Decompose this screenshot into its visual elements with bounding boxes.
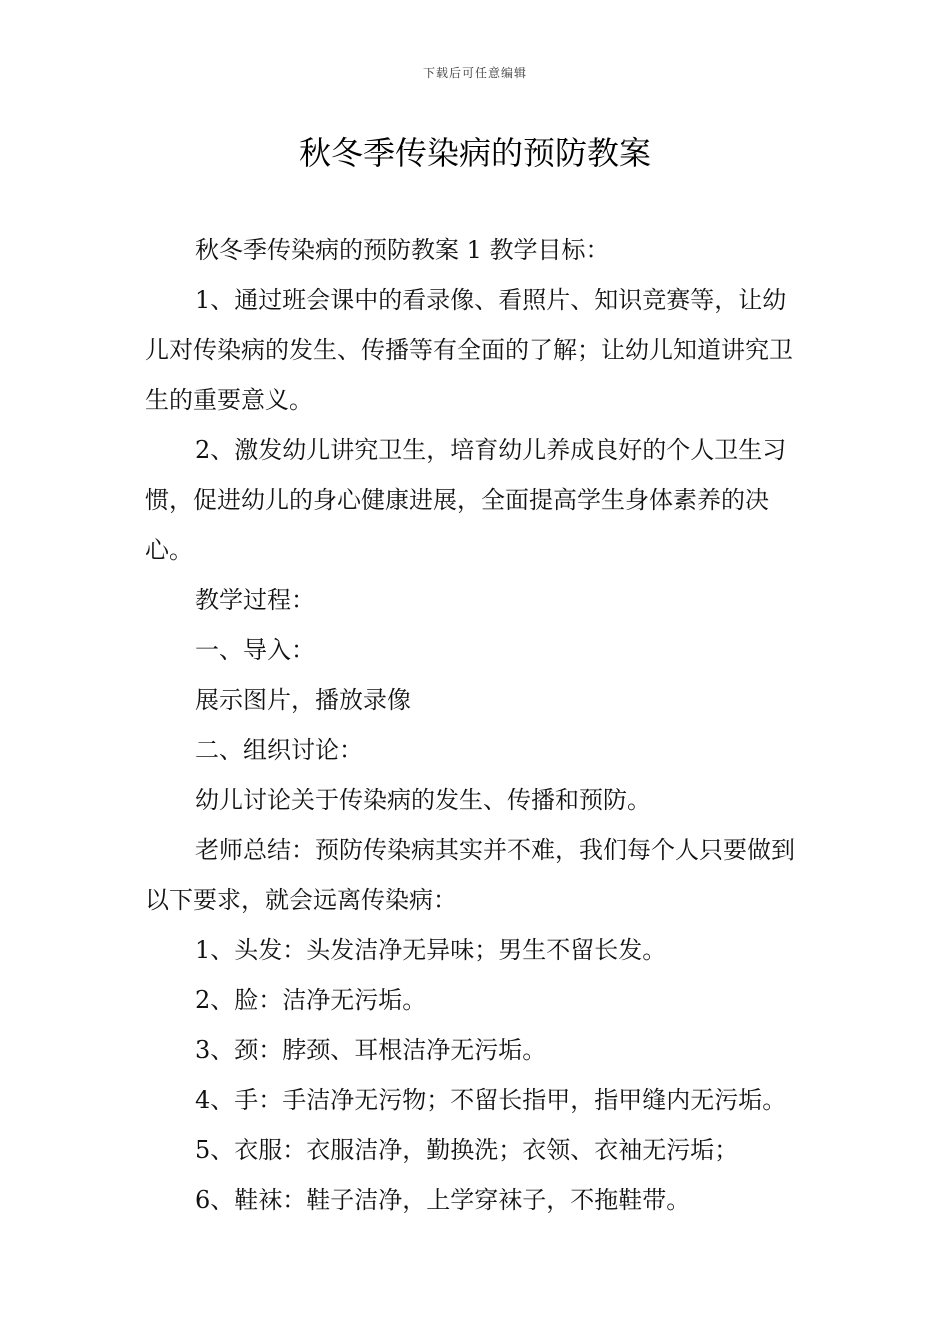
list-item-hair: 1、头发：头发洁净无异味；男生不留长发。: [195, 936, 667, 964]
list-item-face: 2、脸：洁净无污垢。: [195, 986, 427, 1014]
list-item-neck: 3、颈：脖颈、耳根洁净无污垢。: [195, 1036, 547, 1064]
document-body: [145, 225, 810, 1225]
paragraph-intro: 秋冬季传染病的预防教案 1 教学目标：: [195, 236, 610, 264]
paragraph-teacher-summary: 老师总结：预防传染病其实并不难，我们每个人只要做到以下要求，就会远离传染病：: [145, 836, 795, 914]
paragraph-goal-2: 2、激发幼儿讲究卫生，培育幼儿养成良好的个人卫生习惯，促进幼儿的身心健康进展，全面提高学生身体素养的决心。: [145, 436, 787, 564]
list-item-clothes: 5、衣服：衣服洁净，勤换洗；衣领、衣袖无污垢；: [195, 1136, 739, 1164]
paragraph-goal-1: 1、通过班会课中的看录像、看照片、知识竞赛等，让幼儿对传染病的发生、传播等有全面的了解；让幼儿知道讲究卫生的重要意义。: [145, 286, 793, 414]
paragraph-discussion-topic: 幼儿讨论关于传染病的发生、传播和预防。: [195, 786, 651, 814]
paragraph-section-discussion: 二、组织讨论：: [195, 736, 363, 764]
header-note: 下载后可任意编辑: [422, 66, 527, 80]
paragraph-process-heading: 教学过程：: [195, 586, 315, 614]
document-title: 秋冬季传染病的预防教案: [298, 134, 651, 172]
paragraph-section-intro: 一、导入：: [195, 636, 315, 664]
paragraph-show-media: 展示图片，播放录像: [195, 686, 411, 714]
list-item-shoes: 6、鞋袜：鞋子洁净，上学穿袜子，不拖鞋带。: [195, 1186, 691, 1214]
list-item-hands: 4、手：手洁净无污物；不留长指甲，指甲缝内无污垢。: [195, 1086, 787, 1114]
